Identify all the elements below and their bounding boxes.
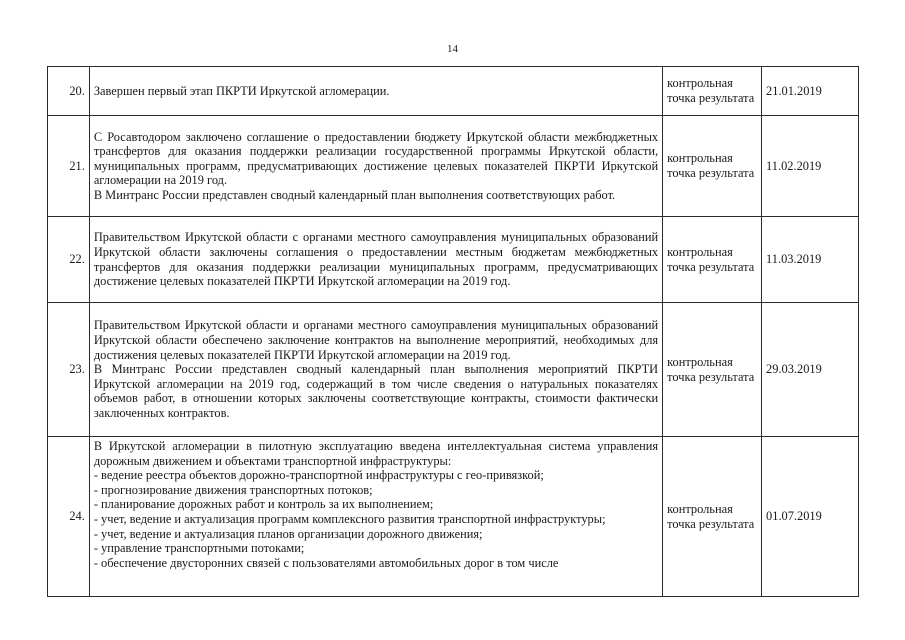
row-type: контрольная точка результата — [663, 303, 762, 437]
description-paragraph: С Росавтодором заключено соглашение о предоставлении бюджету Иркутской области межбюджетных трансфертов для оказания поддержки реализации государственной программы Иркутской области, муниципальных программ, предусматривающих достижение целевых показателей ПКРТИ Иркутской агломерации на 2019 год. — [93, 129, 659, 188]
row-description — [89, 116, 662, 217]
description-paragraph: - планирование дорожных работ и контроль за их выполнением; — [93, 497, 434, 512]
row-description — [89, 303, 662, 437]
milestones-table — [47, 66, 859, 597]
row-number: 24. — [48, 437, 90, 597]
row-type: контрольная точка результата — [663, 116, 762, 217]
description-paragraph: Завершен первый этап ПКРТИ Иркутской агломерации. — [93, 83, 390, 98]
row-date: 21.01.2019 — [762, 67, 859, 116]
description-paragraph: - ведение реестра объектов дорожно-транспортной инфраструктуры с гео-привязкой; — [93, 468, 544, 483]
row-date: 11.02.2019 — [762, 116, 859, 217]
description-paragraph: В Минтранс России представлен сводный календарный план выполнения соответствующих работ. — [93, 187, 616, 202]
description-paragraph: - управление транспортными потоками; — [93, 541, 305, 556]
description-paragraph: - прогнозирование движения транспортных потоков; — [93, 482, 373, 497]
row-type: контрольная точка результата — [663, 437, 762, 597]
row-date: 29.03.2019 — [762, 303, 859, 437]
row-number: 21. — [48, 116, 90, 217]
row-number: 23. — [48, 303, 90, 437]
description-paragraph: Правительством Иркутской области с органами местного самоуправления муниципальных образований Иркутской области заключены соглашения о предоставлении местным бюджетам межбюджетных трансфертов для оказания поддержки реализации муниципальных программ, предусматривающих достижение целевых показателей ПКРТИ Иркутской агломерации на 2019 год. — [93, 230, 659, 289]
row-description — [89, 217, 662, 303]
description-paragraph: - обеспечение двусторонних связей с пользователями автомобильных дорог в том числе — [93, 555, 559, 570]
description-paragraph: - учет, ведение и актуализация программ комплексного развития транспортной инфраструктуры; — [93, 511, 606, 526]
page-number: 14 — [447, 43, 458, 55]
table-row — [48, 437, 859, 597]
row-number: 22. — [48, 217, 90, 303]
row-description — [89, 67, 662, 116]
row-description — [89, 437, 662, 597]
table-row — [48, 67, 859, 116]
row-number: 20. — [48, 67, 90, 116]
row-date: 01.07.2019 — [762, 437, 859, 597]
row-type: контрольная точка результата — [663, 67, 762, 116]
description-paragraph: В Минтранс России представлен сводный календарный план выполнения мероприятий ПКРТИ Иркутской агломерации на 2019 год, содержащий в том числе сведения о натуральных показателях объемов работ, в отношении которых заключены соответствующие контракты, стоимости фактически заключенных контрактов. — [93, 362, 659, 420]
row-date: 11.03.2019 — [762, 217, 859, 303]
description-paragraph: - учет, ведение и актуализация планов организации дорожного движения; — [93, 526, 483, 541]
table-row — [48, 116, 859, 217]
description-paragraph: Правительством Иркутской области и органами местного самоуправления муниципальных образований Иркутской области обеспечено заключение контрактов на выполнение мероприятий, необходимых для достижения целевых показателей ПКРТИ Иркутской агломерации на 2019 год. — [93, 318, 659, 362]
description-paragraph: В Иркутской агломерации в пилотную эксплуатацию введена интеллектуальная система управления дорожным движением и объектами транспортной инфраструктуры: — [93, 439, 659, 468]
table-row — [48, 217, 859, 303]
table-row — [48, 303, 859, 437]
row-type: контрольная точка результата — [663, 217, 762, 303]
